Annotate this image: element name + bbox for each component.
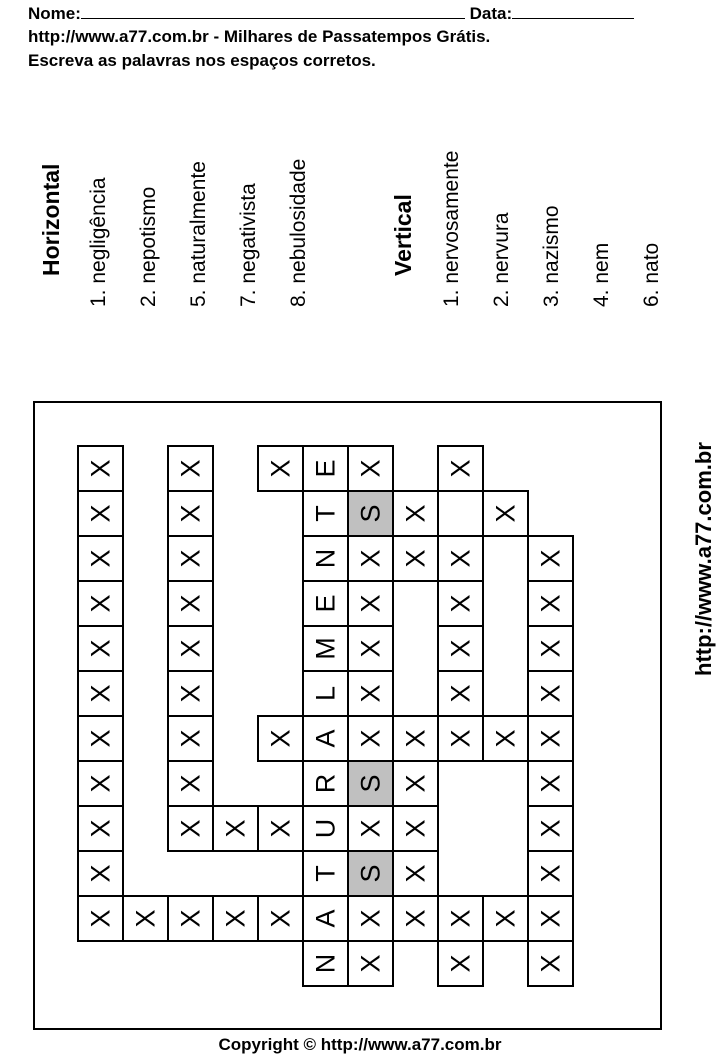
cell-letter: X	[535, 549, 566, 568]
cell-letter: X	[175, 729, 206, 748]
cell-letter: X	[85, 819, 116, 838]
cell-letter: X	[355, 684, 386, 703]
cell-letter: X	[85, 729, 116, 748]
cell-letter: M	[310, 637, 341, 660]
cell-letter: X	[85, 864, 116, 883]
cell-letter: X	[85, 549, 116, 568]
clue-word: nazismo	[540, 205, 563, 284]
clue-word: negativista	[237, 183, 260, 284]
cell-letter: X	[400, 909, 431, 928]
cell-letter: X	[220, 819, 251, 838]
clue-word: nem	[590, 242, 613, 284]
name-label: Nome:	[28, 4, 81, 23]
cell-letter: X	[220, 909, 251, 928]
site-line: http://www.a77.com.br - Milhares de Passatempos Grátis.	[28, 27, 491, 46]
cell-letter: T	[310, 865, 341, 882]
clue-word: naturalmente	[187, 161, 210, 284]
clue-number: 8.	[287, 289, 310, 307]
cell-letter: X	[355, 909, 386, 928]
cell-letter: X	[175, 504, 206, 523]
cell-letter: S	[355, 504, 386, 523]
cell-letter: X	[535, 729, 566, 748]
cell-letter: X	[355, 954, 386, 973]
cell-letter: X	[490, 504, 521, 523]
cell-letter: X	[445, 909, 476, 928]
cell-letter: X	[175, 459, 206, 478]
cell-letter: X	[445, 594, 476, 613]
clue-number: 1.	[440, 289, 463, 307]
cell-letter: X	[400, 549, 431, 568]
cell-letter: X	[175, 909, 206, 928]
cell-letter: E	[310, 594, 341, 613]
cell-letter: X	[355, 729, 386, 748]
cell-letter: X	[490, 909, 521, 928]
clue-word: nato	[640, 242, 663, 284]
cell-letter: X	[400, 819, 431, 838]
cell-letter: X	[175, 684, 206, 703]
clue-number: 6.	[640, 289, 663, 307]
cell-letter: X	[175, 594, 206, 613]
cell-letter: X	[535, 594, 566, 613]
cell-letter: X	[130, 909, 161, 928]
cell-letter: X	[355, 459, 386, 478]
cell-letter: X	[175, 774, 206, 793]
horizontal-title: Horizontal	[38, 163, 64, 276]
cell-letter: X	[400, 729, 431, 748]
cell-letter: S	[355, 774, 386, 793]
cell-letter: N	[310, 548, 341, 569]
cell-letter: X	[85, 459, 116, 478]
cell-letter: X	[400, 504, 431, 523]
cell-letter: X	[535, 639, 566, 658]
clue-number: 4.	[590, 289, 613, 307]
date-label: Data:	[469, 4, 513, 23]
clue-number: 7.	[237, 289, 260, 307]
cell-letter: X	[85, 774, 116, 793]
cell-letter: A	[310, 909, 341, 928]
cell-letter: X	[85, 594, 116, 613]
cell-letter: X	[445, 639, 476, 658]
clue-word: nervosamente	[440, 150, 463, 284]
clue-number: 1.	[87, 289, 110, 307]
cell-letter: X	[355, 819, 386, 838]
cell-letter: X	[265, 819, 296, 838]
clue-number: 3.	[540, 289, 563, 307]
cell-letter: X	[445, 684, 476, 703]
cell-letter: X	[535, 909, 566, 928]
cell-letter: X	[400, 774, 431, 793]
cell-letter: X	[535, 954, 566, 973]
cell-letter: X	[400, 864, 431, 883]
clue-word: nervura	[490, 212, 513, 284]
cell-letter: N	[310, 953, 341, 974]
cell-letter: X	[535, 864, 566, 883]
cell-letter: X	[265, 459, 296, 478]
cell-letter: X	[535, 684, 566, 703]
cell-letter: U	[310, 818, 341, 839]
cell-letter: A	[310, 729, 341, 748]
cell-letter: X	[355, 639, 386, 658]
instructions: Escreva as palavras nos espaços corretos.	[28, 51, 376, 70]
cell-letter: L	[310, 685, 341, 702]
cell-letter: X	[85, 504, 116, 523]
side-url: http://www.a77.com.br	[691, 442, 716, 676]
clue-number: 2.	[490, 289, 513, 307]
clue-word: negligência	[87, 177, 110, 284]
copyright: Copyright © http://www.a77.com.br	[218, 1035, 502, 1054]
cell-letter: X	[445, 954, 476, 973]
cell-letter: X	[490, 729, 521, 748]
cell-letter: X	[175, 639, 206, 658]
clue-number: 5.	[187, 289, 210, 307]
cell-letter: X	[175, 819, 206, 838]
cell-letter: X	[355, 594, 386, 613]
cell-letter: X	[355, 549, 386, 568]
cell-letter: X	[175, 549, 206, 568]
cell-letter: X	[85, 639, 116, 658]
cell-letter: S	[355, 864, 386, 883]
cell-letter: E	[310, 459, 341, 478]
cell-letter: X	[445, 729, 476, 748]
cell-letter: X	[445, 549, 476, 568]
cell-letter: T	[310, 505, 341, 522]
cell-letter: X	[535, 819, 566, 838]
cell-letter: R	[310, 773, 341, 794]
cell-letter: X	[265, 729, 296, 748]
cell-letter: X	[85, 909, 116, 928]
cell-letter: X	[445, 459, 476, 478]
clue-word: nebulosidade	[287, 158, 310, 284]
cell-letter: X	[85, 684, 116, 703]
cell-letter: X	[265, 909, 296, 928]
vertical-title: Vertical	[390, 194, 416, 276]
clue-number: 2.	[137, 289, 160, 307]
clue-word: nepotismo	[137, 186, 160, 284]
cell-letter: X	[535, 774, 566, 793]
